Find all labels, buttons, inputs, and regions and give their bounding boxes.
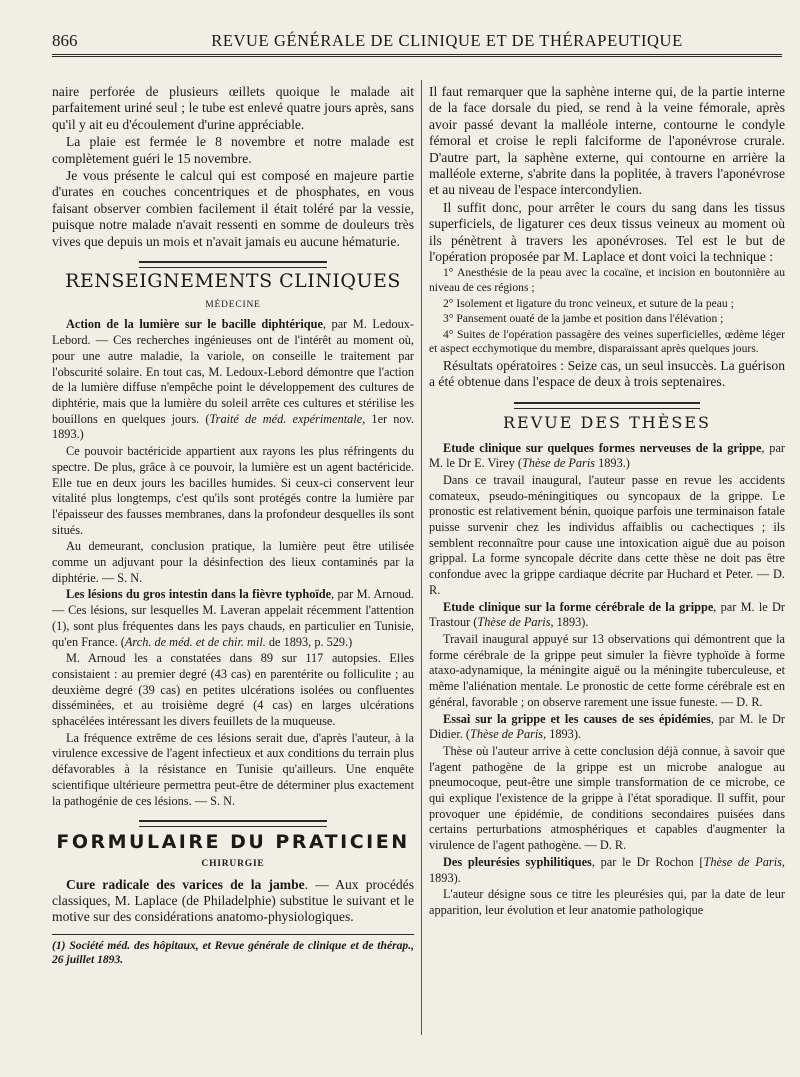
thesis-title: Etude clinique sur quelques formes nerveuses de la grippe [443, 440, 762, 455]
list-item: 1° Anesthésie de la peau avec la cocaïne, et incision en boutonnière au niveau de ces régions ; [429, 266, 785, 295]
thesis-reference: Thèse de Paris [469, 727, 544, 742]
paragraph: La plaie est fermée le 8 novembre et notre malade est complètement guéri le 15 novembre. [52, 134, 414, 166]
section-title: RENSEIGNEMENTS CLINIQUES [65, 270, 401, 293]
article-text: Aux procédés classiques, M. Laplace (de Philadelphie) substitue le suivant et le motive sur des considérations anatomo-physiologiques. [52, 876, 414, 925]
article-title: Action de la lumière sur le bacille diphtérique [66, 317, 323, 332]
article-reference-end: , 1er nov. 1893.) [52, 411, 414, 442]
thesis-author: , par M. le Dr E. Virey ( [429, 440, 785, 471]
article-title: Cure radicale des varices de la jambe [66, 876, 305, 892]
article-paragraph [52, 877, 414, 926]
column-divider [421, 80, 422, 1035]
subsection-label: CHIRURGIE [201, 858, 265, 869]
list-item: 4° Suites de l'opération passagère des veines superficielles, œdème léger et aspect ecchymotique du membre, disparaissant après quelques jours. [429, 327, 785, 356]
left-column [52, 84, 414, 1036]
list-item: 3° Pansement ouaté de la jambe et position dans l'élévation ; [443, 312, 724, 326]
page-number: 866 [52, 31, 78, 50]
thesis-paragraph [429, 855, 785, 886]
thesis-author: , par le Dr Rochon [ [591, 854, 704, 869]
thesis-title: Etude clinique sur la forme cérébrale de la grippe [443, 599, 714, 614]
paragraph: Résultats opératoires : Seize cas, un seul insuccès. La guérison a été obtenue dans l'espace de deux à trois septenaires. [429, 358, 785, 390]
footnote-rule [52, 934, 414, 935]
thesis-title: Essai sur la grippe et les causes de ses épidémies [443, 711, 711, 726]
paragraph: Il faut remarquer que la saphène interne qui, de la partie interne de la face dorsale du pied, se rend à la veine fémorale, après avoir passé devant la malléole interne, contourne le condyle fémoral et croise le repli falciforme de l'aponévrose crurale. D'autre part, la saphène externe, qui contourne en arrière la malléole externe, s'abrite dans la poplitée, à travers l'aponévrose et au niveau de l'espace intercondylien. [429, 84, 785, 198]
section-rule [139, 820, 327, 827]
paragraph: Je vous présente le calcul qui est composé en majeure partie d'urates en couches concentriques et de phosphates, en vous faisant observer combien facilement il était toléré par la vessie, puisque notre malade n'avait ressenti en somme de douleurs très vives que depuis un mois et n'avait jamais eu aucune hématurie. [52, 168, 414, 249]
thesis-reference-end: , 1893). [550, 615, 589, 630]
paragraph: naire perforée de plusieurs œillets quoique le malade ait parfaitement uriné seul ; le tube est enlevé quatre jours après, sans qu'il y ait eu d'écoulement d'urine appréciable. [52, 84, 414, 132]
article-text: Ces recherches ingénieuses ont de l'intérêt au moment où, pour une autre maladie, la variole, on conseille le traitement par l'obscurité solaire. En tout cas, M. Ledoux-Lebord démontre que l'action de la lumière diffuse n'empêche point le développement des cultures de diphtérie, mais que la lumière du soleil arrête ces cultures et stérilise les bouillons en quelques jours. ( [52, 333, 414, 426]
thesis-paragraph [429, 712, 785, 743]
paragraph: Il suffit donc, pour arrêter le cours du sang dans les tissus superficiels, de ligaturer ces deux tissus veineux au moment où ils pénètrent à travers les aponévroses. Tel est le but de l'opération proposée par M. Laplace et dont voici la technique : [429, 199, 785, 265]
right-column [429, 84, 785, 1036]
article-paragraph [52, 317, 414, 443]
paragraph: Dans ce travail inaugural, l'auteur passe en revue les accidents comateux, pseudo-méningitiques ou syncopaux de la grippe. Le pronostic est relativement bénin, quoique parfois une terminaison fatale puisse survenir chez les individus affaiblis ou cachectiques ; ils semblent reconnaître pour cause une intoxication aiguë due au poison grippal. La forme syncopale décrite dans cette thèse ne doit pas être confondue avec la grippe cardiaque décrite par Huchard et Peter. — D. R. [429, 472, 785, 597]
thesis-title: Des pleurésies syphilitiques [443, 854, 592, 869]
paragraph: La fréquence extrême de ces lésions serait due, d'après l'auteur, à la virulence excessive de l'agent infectieux et aux conditions du terrain plus défavorables à la résistance en Tunisie qu'ailleurs. Une enquête scientifique ultérieure permettra peut-être de déterminer plus exactement la pathogénie de ces lésions. — S. N. [52, 730, 414, 808]
section-rule [514, 402, 699, 409]
thesis-reference: Thèse de Paris [703, 854, 782, 869]
article-reference: Traité de méd. expérimentale [209, 411, 363, 426]
paragraph: L'auteur désigne sous ce titre les pleurésies qui, par la date de leur apparition, leur évolution et leur anatomie pathologique [429, 887, 785, 917]
section-title: REVUE DES THÈSES [503, 412, 711, 432]
thesis-paragraph [429, 441, 785, 472]
subsection-label: MÉDECINE [205, 299, 261, 310]
list-item: 2° Isolement et ligature du tronc veineux, et suture de la peau ; [443, 296, 734, 310]
page-header [52, 28, 782, 57]
paragraph: Thèse où l'auteur arrive à cette conclusion déjà connue, à savoir que l'agent pathogène de la grippe est un microbe analogue au pneumocoque, peut-être une simple transformation de ce microbe, ce qui explique l'existence de la grippe à l'état sporadique. Il suffit, pour provoquer une épidémie, de conditions secondaires puisées dans certains perturbations atmosphériques et capables d'augmenter la virulence de l'agent pathogène. — D. R. [429, 743, 785, 853]
thesis-author: , par M. le Dr Trastour ( [429, 599, 785, 630]
section-title: FORMULAIRE DU PRATICIEN [56, 831, 410, 854]
article-author: , par M. Ledoux-Lebord. — [52, 317, 414, 348]
article-paragraph [52, 587, 414, 650]
paragraph: Ce pouvoir bactéricide appartient aux rayons les plus réfringents du spectre. De plus, grâce à ce pouvoir, la lumière est un agent bactéricide. Elle tue en deux jours les bacilles humides. Si ceux-ci conservent leur vitalité plus longtemps, c'est qu'ils sont protégés contre la lumière par l'épaisseur des fausses membranes, dans la profondeur desquelles ils sont situés. [52, 444, 414, 537]
article-author: , par M. Arnoud. — [52, 587, 414, 618]
footnote: (1) Société méd. des hôpitaux, et Revue générale de clinique et de thérap., 26 juillet 1893. [52, 938, 414, 967]
article-reference-end: de 1893, p. 529.) [265, 634, 353, 649]
thesis-author: , par M. le Dr Didier. ( [429, 711, 785, 742]
thesis-reference-end: , 1893). [429, 854, 785, 885]
thesis-reference-end: , 1893). [543, 727, 581, 742]
article-separator: . — [304, 876, 336, 892]
paragraph: Au demeurant, conclusion pratique, la lumière peut être utilisée comme un adjuvant pour la désinfection des lieux contaminés par la diphtérie. — S. N. [52, 539, 414, 585]
paragraph: Travail inaugural appuyé sur 13 observations qui démontrent que la forme cérébrale de la grippe peut simuler la fièvre typhoïde à forme ataxo-adynamique, la méningite aiguë ou la méningite tuberculeuse, et même l'aliénation mentale. Le pronostic de cette forme cérébrale est en général, favorable ; on observe rarement une issue funeste. — D. R. [429, 631, 785, 709]
section-rule [139, 261, 327, 268]
thesis-reference: Thèse de Paris [521, 456, 596, 471]
thesis-reference-end: 1893.) [595, 456, 630, 471]
running-title: REVUE GÉNÉRALE DE CLINIQUE ET DE THÉRAPEUTIQUE [211, 31, 683, 50]
paragraph: M. Arnoud les a constatées dans 89 sur 117 autopsies. Elles consistaient : au premier degré (43 cas) en parentérite ou folliculite ; au deuxième degré (39 cas) en petites ulcérations isolées ou confluentes disséminées, et au troisième degré (4 cas) en larges ulcérations sphacélées intéressant les divers feuillets de la muqueuse. [52, 651, 414, 729]
thesis-reference: Thèse de Paris [477, 615, 551, 630]
article-reference: Arch. de méd. et de chir. mil. [124, 634, 266, 649]
thesis-paragraph [429, 600, 785, 631]
article-title: Les lésions du gros intestin dans la fièvre typhoïde [66, 587, 332, 602]
article-text: Ces lésions, sur lesquelles M. Laveran appelait récemment l'attention (1), sont plus fréquentes dans les pays chauds, en particulier en Tunisie, qu'en France. ( [52, 603, 414, 649]
